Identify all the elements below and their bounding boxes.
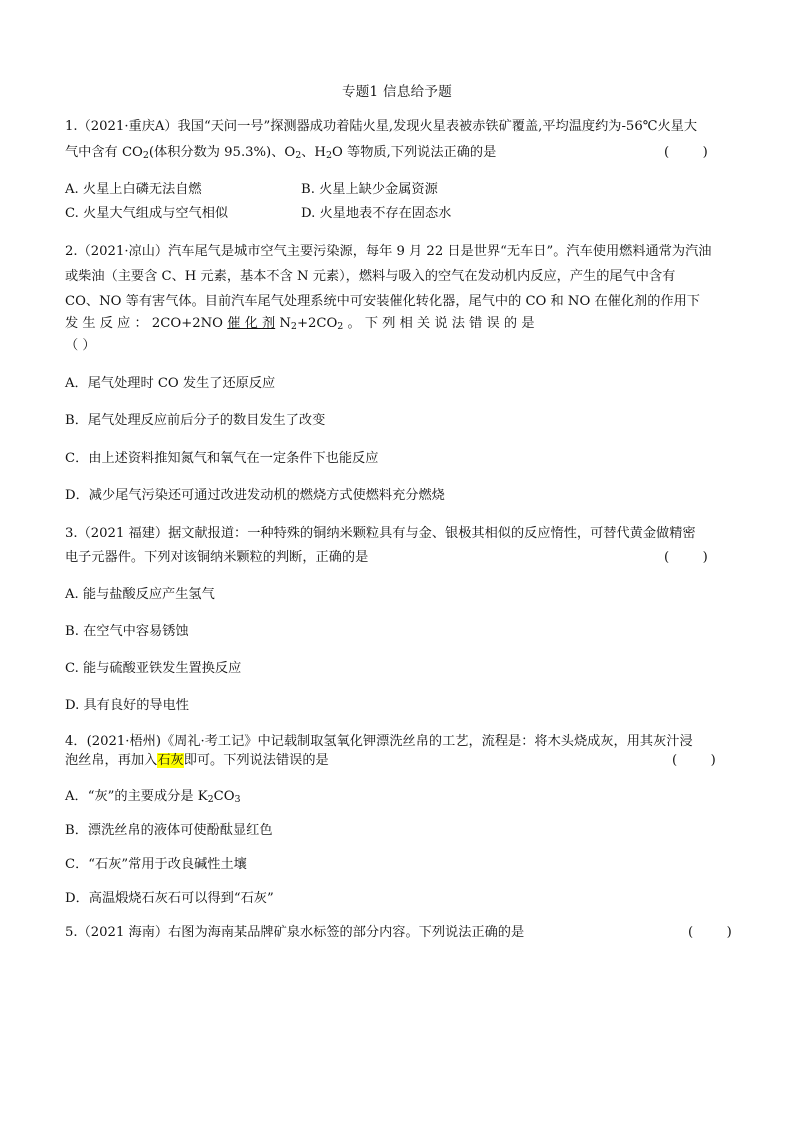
- q2-stem-line3: CO、NO 等有害气体。目前汽车尾气处理系统中可安装催化转化器，尾气中的 CO 和 NO 在催化剂的作用下: [65, 294, 700, 309]
- page-title: 专题1 信息给予题: [341, 84, 453, 100]
- q5-answer-paren: ( ): [688, 925, 732, 940]
- q4-option-c: C．“石灰”常用于改良碱性土壤: [65, 857, 247, 872]
- q2-option-c: C．由上述资料推知氮气和氧气在一定条件下也能反应: [65, 451, 379, 466]
- q4-option-a: A．“灰”的主要成分是 $K_2CO_3$: [65, 789, 241, 805]
- q2-stem-line4: 发 生 反 应 ： 2CO+2NO 催 化 剂 $N_2+2CO_2$ 。 下 列 相 关 说 法 错 误 的 是: [65, 316, 535, 332]
- q4-option-b: B．漂洗丝帛的液体可使酚酞显红色: [65, 823, 273, 838]
- q5-stem-line1: 5.（2021 海南）右图为海南某品牌矿泉水标签的部分内容。下列说法正确的是: [65, 925, 525, 940]
- q2-option-d: D．减少尾气污染还可通过改进发动机的燃烧方式使燃料充分燃烧: [65, 488, 445, 503]
- q3-answer-paren: ( ): [664, 550, 708, 565]
- q1-option-a: A. 火星上白磷无法自燃: [65, 182, 202, 197]
- q4-stem-line2: 泡丝帛，再加入石灰即可。下列说法错误的是: [65, 753, 329, 768]
- catalyst-condition: 催 化 剂: [227, 316, 276, 331]
- q1-stem-line2: 气中含有 $CO_2$(体积分数为 95.3%)、$O_2$、$H_2O$ 等物质,下列说法正确的是: [65, 145, 497, 161]
- q2-option-a: A．尾气处理时 CO 发生了还原反应: [65, 376, 276, 391]
- q1-option-d: D. 火星地表不存在固态水: [301, 206, 452, 221]
- q4-stem-line1: 4．(2021·梧州)《周礼·考工记》中记载制取氢氧化钾漂洗丝帛的工艺，流程是：将木头烧成灰，用其灰汁浸: [65, 734, 693, 749]
- q3-option-c: C. 能与硫酸亚铁发生置换反应: [65, 661, 242, 676]
- q1-answer-paren: ( ): [664, 145, 708, 160]
- q3-option-d: D. 具有良好的导电性: [65, 698, 189, 713]
- q2-stem-line2: 或柴油（主要含 C、H 元素，基本不含 N 元素），燃料与吸入的空气在发动机内反应，产生的尾气中含有: [65, 269, 676, 284]
- q2-option-b: B．尾气处理反应前后分子的数目发生了改变: [65, 413, 326, 428]
- q3-option-b: B. 在空气中容易锈蚀: [65, 624, 189, 639]
- q1-option-c: C. 火星大气组成与空气相似: [65, 206, 229, 221]
- q3-stem-line1: 3.（2021 福建）据文献报道：一种特殊的铜纳米颗粒具有与金、银极其相似的反应惰性，可替代黄金做精密: [65, 526, 696, 541]
- q1-stem-line1: 1.（2021·重庆A）我国“天问一号”探测器成功着陆火星,发现火星表被赤铁矿覆盖,平均温度约为-56℃火星大: [65, 119, 698, 134]
- q4-answer-paren: ( ): [672, 753, 716, 768]
- q2-stem-line1: 2.（2021·凉山）汽车尾气是城市空气主要污染源，每年 9 月 22 日是世界“无车日”。汽车使用燃料通常为汽油: [65, 244, 712, 259]
- q3-stem-line2: 电子元器件。下列对该铜纳米颗粒的判断，正确的是: [65, 550, 369, 565]
- q3-option-a: A. 能与盐酸反应产生氢气: [65, 587, 215, 602]
- q1-option-b: B. 火星上缺少金属资源: [301, 182, 438, 197]
- q4-option-d: D．高温煅烧石灰石可以得到“石灰”: [65, 891, 274, 906]
- q2-answer-paren: （ ）: [65, 338, 96, 353]
- highlighted-text: 石灰: [157, 753, 184, 768]
